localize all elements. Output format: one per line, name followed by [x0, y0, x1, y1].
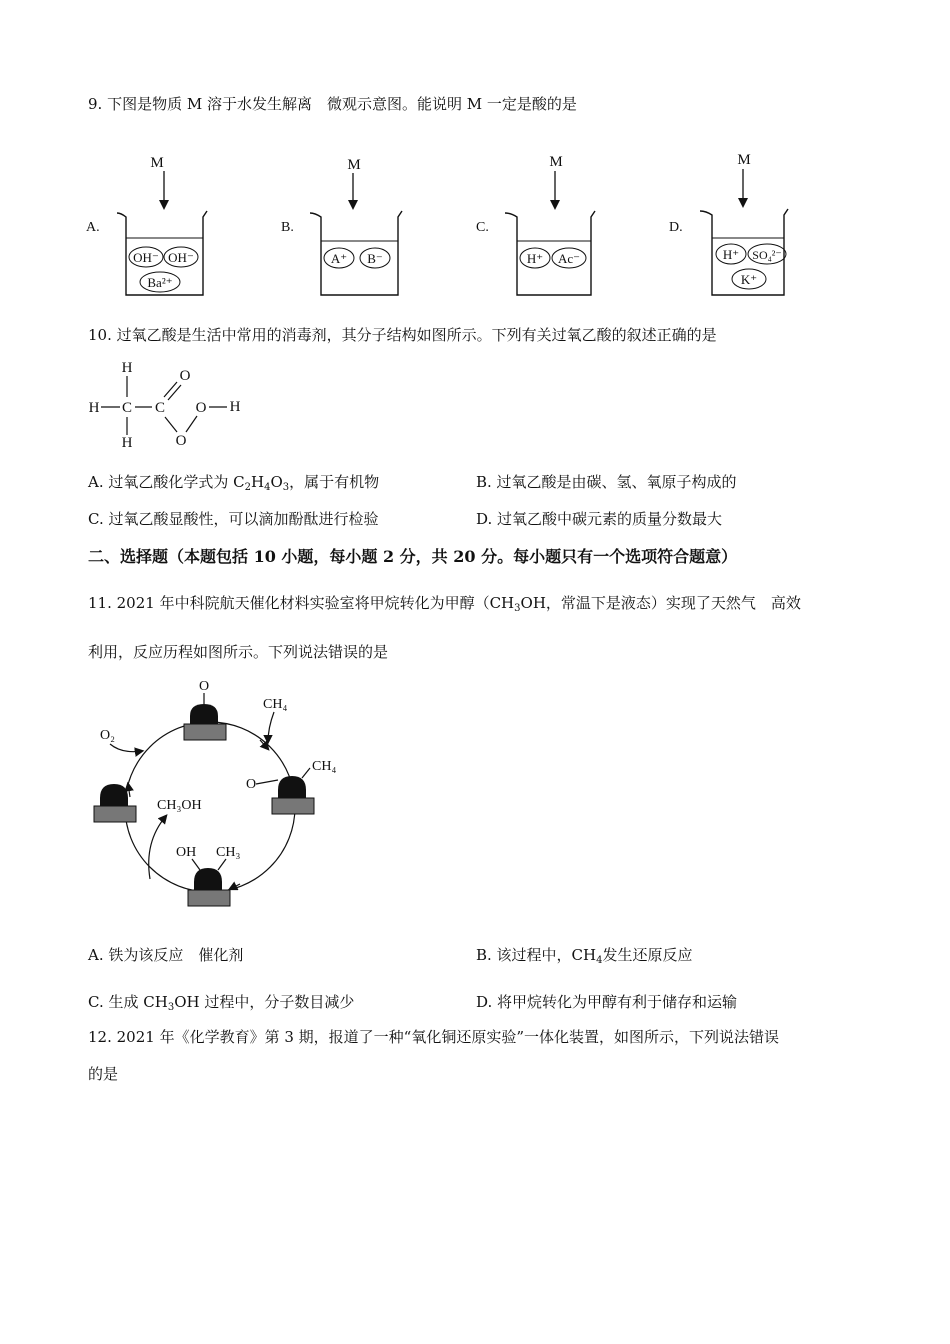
ch3oh-outgoing-label: CH₃OH: [157, 798, 202, 813]
q10-option-b: B. 过氧乙酸是由碳、氢、氧原子构成的: [476, 473, 737, 491]
atom-c-1: C: [121, 400, 133, 416]
q9-b-ion-1: A⁺: [330, 251, 348, 266]
q11-stem-line-1: 11. 2021 年中科院航天催化材料实验室将甲烷转化为甲醇（$CH_3OH$，常温下是液态）实现了天然气 高效: [88, 594, 801, 614]
section-2-heading: 二、选择题（本题包括 10 小题，每小题 2 分，共 20 分。每小题只有一个选项符合题意）: [88, 547, 738, 566]
q9-d-ion-2: SO₄²⁻: [752, 248, 782, 262]
q9-d-ion-1: H⁺: [722, 247, 740, 262]
q11-stem-line-2: 利用，反应历程如图所示。下列说法错误的是: [88, 643, 389, 661]
q10-stem: 10. 过氧乙酸是生活中常用的消毒剂，其分子结构如图所示。下列有关过氧乙酸的叙述正确的是: [88, 326, 717, 344]
q11-option-a: A. 铁为该反应 催化剂: [88, 946, 244, 964]
atom-c-2: C: [154, 400, 166, 416]
q9-option-d-label: D.: [669, 220, 683, 235]
q9-d-ion-3: K⁺: [740, 272, 758, 287]
q11-option-d: D. 将甲烷转化为甲醇有利于储存和运输: [476, 993, 738, 1011]
q11-reaction-cycle-diagram: [80, 672, 360, 922]
q9-option-a-m: M: [150, 155, 164, 171]
q9-option-b: [281, 157, 402, 295]
q9-option-a: [86, 155, 207, 295]
q9-c-ion-2: Ac⁻: [557, 251, 581, 266]
catalyst-top: [184, 679, 226, 740]
atom-h-bottom: H: [121, 435, 133, 451]
svg-text:O: O: [198, 679, 210, 694]
q9-a-ion-3: Ba²⁺: [147, 275, 173, 290]
o2-incoming-label: O₂: [100, 728, 115, 743]
atom-h-left: H: [88, 400, 100, 416]
q10-peracetic-acid-structure: [84, 355, 254, 455]
q11-option-b: B. 该过程中，$CH_4$发生还原反应: [476, 946, 693, 966]
q10-option-d: D. 过氧乙酸中碳元素的质量分数最大: [476, 510, 723, 528]
q9-option-c-m: M: [549, 154, 563, 170]
q9-a-ion-2: OH⁻: [168, 250, 194, 265]
q9-beaker-figures: [80, 145, 810, 305]
svg-text:O: O: [246, 777, 257, 792]
q11-option-c: C. 生成 $CH_3OH$ 过程中，分子数目减少: [88, 993, 355, 1013]
q9-option-d-m: M: [737, 152, 751, 168]
q9-a-ion-1: OH⁻: [133, 250, 159, 265]
q12-stem-line-2: 的是: [88, 1065, 119, 1083]
ch4-incoming-label: CH₄: [263, 697, 288, 712]
q9-c-ion-1: H⁺: [526, 251, 544, 266]
catalyst-bottom: [176, 845, 240, 906]
catalyst-right: [246, 759, 336, 814]
q9-option-c: [476, 154, 595, 295]
q9-option-c-label: C.: [476, 220, 489, 235]
svg-text:CH₃: CH₃: [216, 845, 241, 860]
q9-b-ion-2: B⁻: [367, 251, 383, 266]
atom-o-right: O: [195, 400, 207, 416]
svg-text:CH₄: CH₄: [312, 759, 337, 774]
catalyst-left: [94, 784, 136, 822]
q9-option-a-label: A.: [86, 220, 100, 235]
atom-h-right: H: [229, 399, 241, 415]
atom-h-top: H: [121, 360, 133, 376]
q10-option-c: C. 过氧乙酸显酸性，可以滴加酚酞进行检验: [88, 510, 379, 528]
q9-option-b-m: M: [347, 157, 361, 173]
q10-option-a: A. 过氧乙酸化学式为 $C_2H_4O_3$，属于有机物: [88, 473, 380, 493]
svg-text:OH: OH: [176, 845, 197, 860]
atom-o-bottom: O: [175, 433, 187, 449]
q9-option-d: [669, 152, 788, 295]
q9-stem: 9. 下图是物质 M 溶于水发生解离 微观示意图。能说明 M 一定是酸的是: [88, 95, 577, 113]
q12-stem-line-1: 12. 2021 年《化学教育》第 3 期，报道了一种“氧化铜还原实验”一体化装置，如图所示，下列说法错误: [88, 1028, 779, 1046]
atom-o-carbonyl: O: [179, 368, 191, 384]
q9-option-b-label: B.: [281, 220, 294, 235]
cycle-ring: [125, 722, 295, 892]
